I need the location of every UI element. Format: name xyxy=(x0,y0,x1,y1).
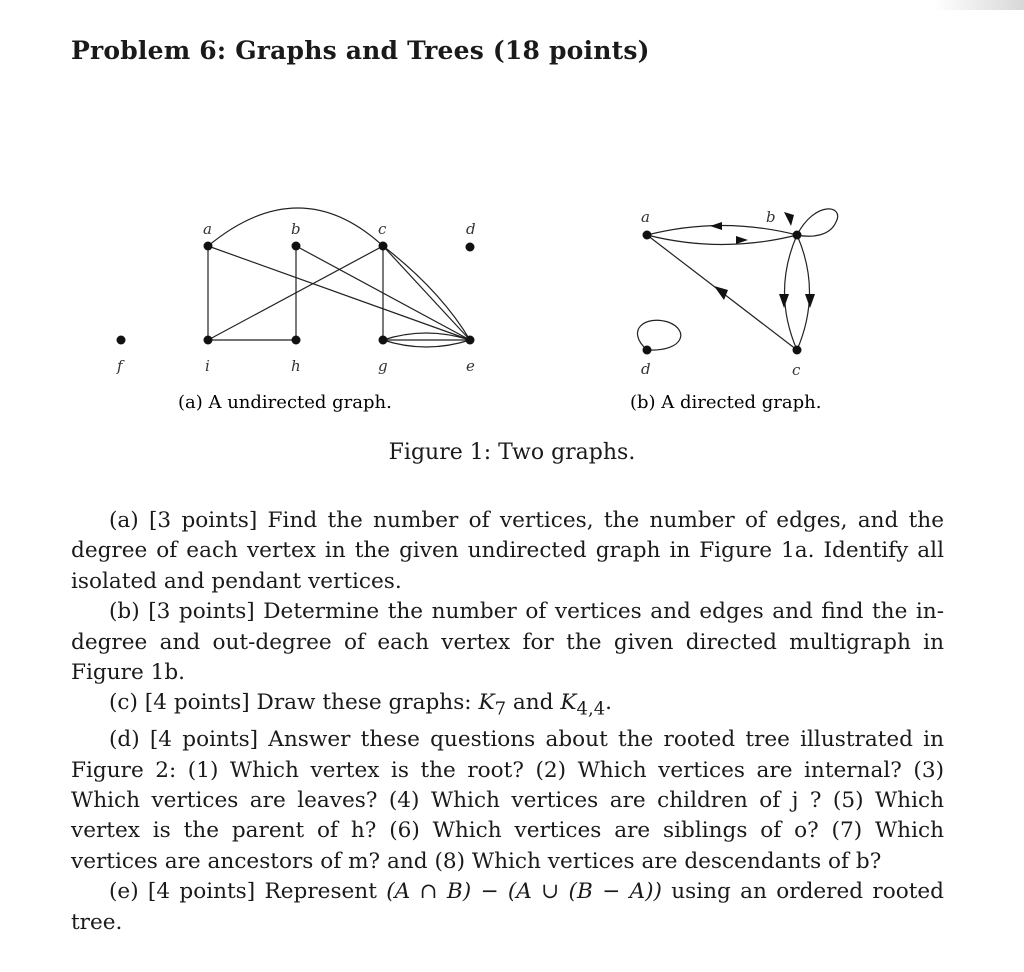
edge-b-c-1 xyxy=(785,235,798,350)
set-expression: (A ∩ B) − (A ∪ (B − A)) xyxy=(386,879,662,905)
label-b: b xyxy=(766,208,776,226)
label-c: c xyxy=(378,220,387,238)
part-c-prefix: (c) [4 points] Draw these graphs: xyxy=(109,690,479,716)
edge-g-e-2 xyxy=(383,340,470,347)
arrow-b-to-a xyxy=(710,222,722,230)
vertex-h xyxy=(292,336,301,345)
vertex-i xyxy=(204,336,213,345)
vertex-g xyxy=(379,336,388,345)
label-h: h xyxy=(291,357,301,375)
vertex-d xyxy=(466,243,475,252)
part-e xyxy=(71,877,944,938)
arrow-b-to-c-right xyxy=(805,294,815,308)
part-c-conj: and xyxy=(506,690,561,716)
vertex-c xyxy=(379,242,388,251)
vertex-a xyxy=(204,242,213,251)
directed-graph-figure xyxy=(600,195,860,420)
part-a: (a) [3 points] Find the number of vertices, the number of edges, and the degree of each vertex in the given undirected graph in Figure 1a. Identify all isolated and pendant vertices. xyxy=(71,508,944,594)
label-g: g xyxy=(378,357,388,375)
vertex-c xyxy=(793,346,802,355)
part-d: (d) [4 points] Answer these questions about the rooted tree illustrated in Figure 2: (1) Which vertex is the root? (2) Which vertices are internal? (3) Which vertices are leaves? (4) Which vertices are children of j ? (5) Which vertex is the parent of h? (6) Which vertices are siblings of o? (7) Which vertices are ancestors of m? and (8) Which vertices are descendants of b? xyxy=(71,727,944,874)
k44-sub: 4,4 xyxy=(576,698,606,720)
edge-d-d-loop xyxy=(637,320,680,350)
part-c-suffix: . xyxy=(605,690,613,716)
part-e-prefix: (e) [4 points] Represent xyxy=(109,879,387,905)
subfig-a-caption: (a) A undirected graph. xyxy=(178,392,392,413)
edge-a-e xyxy=(208,246,470,340)
undirected-graph-figure xyxy=(100,195,500,420)
edge-b-b-loop xyxy=(797,209,838,236)
vertex-b xyxy=(793,231,802,240)
arrow-c-to-a xyxy=(714,286,728,300)
vertex-b xyxy=(292,242,301,251)
part-b: (b) [3 points] Determine the number of vertices and edges and find the in-degree and out-degree of each vertex for the given directed multigraph in Figure 1b. xyxy=(71,599,944,686)
label-a: a xyxy=(641,208,650,226)
edge-b-c-2 xyxy=(797,235,810,350)
edge-a-e-arc xyxy=(208,208,470,340)
label-d: d xyxy=(641,360,651,378)
vertex-a xyxy=(643,231,652,240)
vertex-e xyxy=(466,336,475,345)
vertex-f xyxy=(117,336,126,345)
label-e: e xyxy=(466,357,475,375)
edge-a-b xyxy=(647,235,797,245)
problem-parts xyxy=(71,506,944,938)
arrow-a-to-b xyxy=(736,236,748,244)
label-f: f xyxy=(117,357,123,375)
edge-g-e-1 xyxy=(383,333,470,340)
subfig-b-caption: (b) A directed graph. xyxy=(630,392,822,413)
part-c xyxy=(71,688,944,725)
label-i: i xyxy=(205,357,210,375)
vertex-d xyxy=(643,346,652,355)
label-a: a xyxy=(203,220,212,238)
part-e-suffix: using an ordered rooted tree. xyxy=(71,879,944,935)
k7-sub: 7 xyxy=(494,698,507,720)
k44-base: K xyxy=(560,690,577,716)
figure-caption: Figure 1: Two graphs. xyxy=(388,440,636,465)
k7-base: K xyxy=(478,690,495,716)
arrow-b-to-c-left xyxy=(779,294,789,308)
label-c: c xyxy=(792,361,801,379)
label-b: b xyxy=(291,220,301,238)
top-right-shadow xyxy=(934,0,1024,10)
label-d: d xyxy=(466,220,476,238)
edge-c-e xyxy=(383,246,470,340)
arrow-loop-b xyxy=(784,212,794,226)
problem-title: Problem 6: Graphs and Trees (18 points) xyxy=(71,36,650,65)
